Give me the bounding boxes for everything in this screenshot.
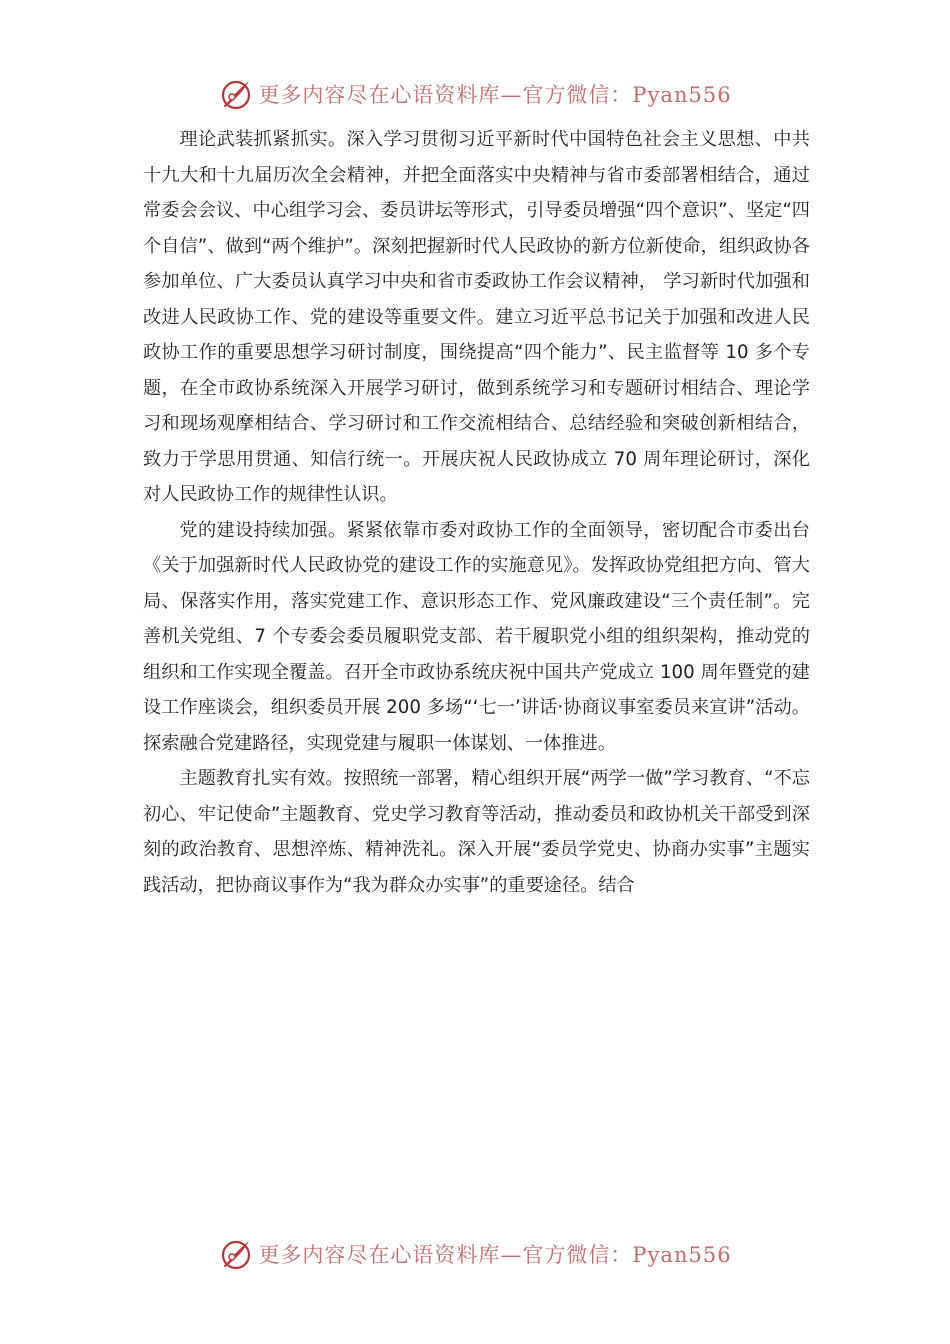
footer-watermark (0, 1232, 950, 1276)
quill-pen-logo-icon (218, 76, 254, 112)
paragraph-party-building: 党的建设持续加强。紧紧依靠市委对政协工作的全面领导，密切配合市委出台《关于加强新时代人民政协党的建设工作的实施意见》。发挥政协党组把方向、管大局、保落实作用，落实党建工作、意识形态工作、党风廉政建设“三个责任制”。完善机关党组、7 个专委会委员履职党支部、若干履职党小组的组织架构，推动党的组织和工作实现全覆盖。召开全市政协系统庆祝中国共产党成立 100 周年暨党的建设工作座谈会，组织委员开展 200 多场“‘七一’讲话·协商议事室委员来宣讲”活动。探索融合党建路径，实现党建与履职一体谋划、一体推进。 (143, 519, 810, 754)
watermark-text: 更多内容尽在心语资料库—官方微信：Pyan556 (258, 83, 732, 107)
paragraph-theory: 理论武装抓紧抓实。深入学习贯彻习近平新时代中国特色社会主义思想、中共十九大和十九届历次全会精神，并把全面落实中央精神与省市委部署相结合，通过常委会会议、中心组学习会、委员讲坛等形式，引导委员增强“四个意识”、坚定“四个自信”、做到“两个维护”。深刻把握新时代人民政协的新方位新使命，组织政协各参加单位、广大委员认真学习中央和省市委政协工作会议精神， 学习新时代加强和改进人民政协工作、党的建设等重要文件。建立习近平总书记关于加强和改进人民政协工作的重要思想学习研讨制度，围绕提高“四个能力”、民主监督等 10 多个专题，在全市政协系统深入开展学习研讨，做到系统学习和专题研讨相结合、理论学习和现场观摩相结合、学习研讨和工作交流相结合、总结经验和突破创新相结合，致力于学思用贯通、知信行统一。开展庆祝人民政协成立 70 周年理论研讨，深化对人民政协工作的规律性认识。 (143, 129, 810, 505)
header-watermark (0, 72, 950, 116)
quill-pen-logo-icon (218, 1236, 254, 1272)
document-body (143, 122, 810, 903)
paragraph-theme-education: 主题教育扎实有效。按照统一部署，精心组织开展“两学一做”学习教育、“不忘初心、牢记使命”主题教育、党史学习教育等活动，推动委员和政协机关干部受到深刻的政治教育、思想淬炼、精神洗礼。深入开展“委员学党史、协商办实事”主题实践活动，把协商议事作为“我为群众办实事”的重要途径。结合 (143, 768, 810, 896)
watermark-text: 更多内容尽在心语资料库—官方微信：Pyan556 (258, 1243, 732, 1267)
